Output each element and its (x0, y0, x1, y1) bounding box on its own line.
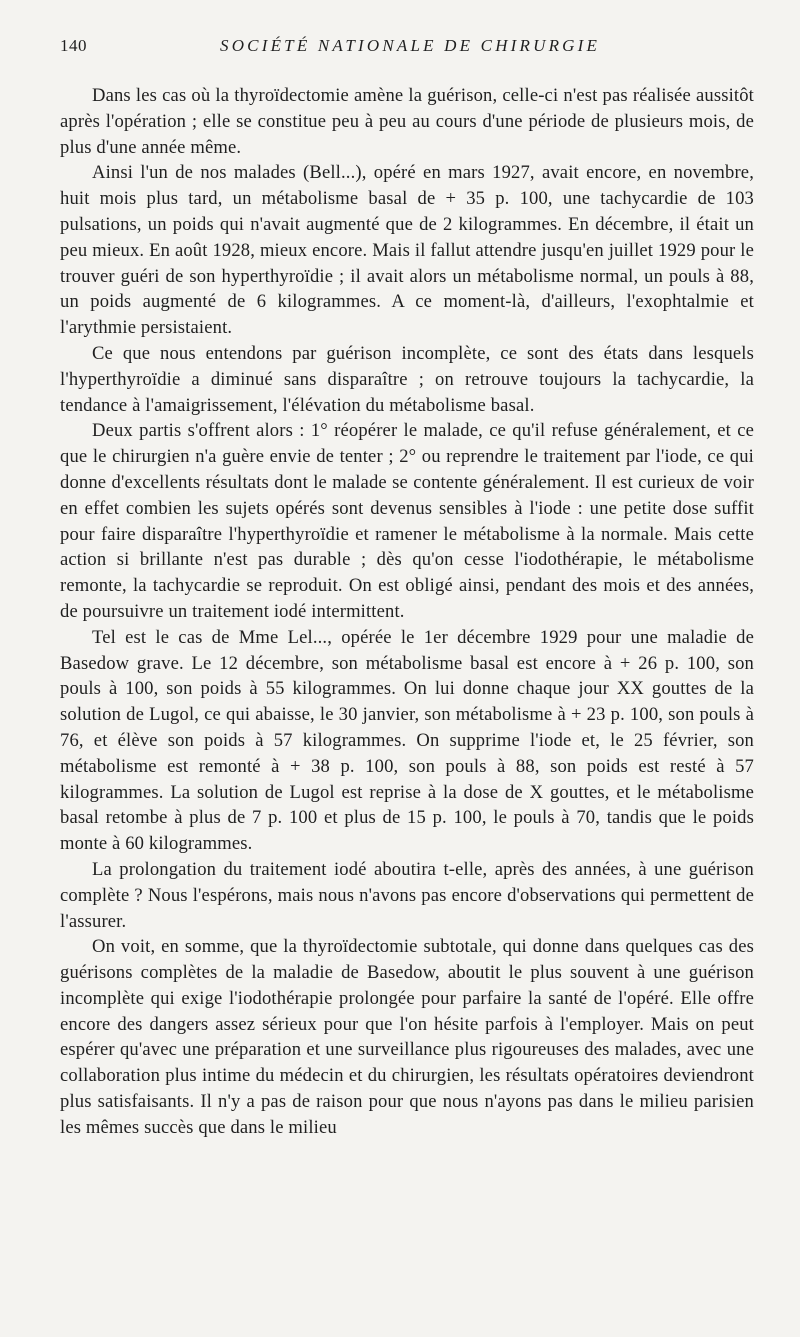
paragraph: Ce que nous entendons par guérison incomplète, ce sont des états dans lesquels l'hyperthyroïdie a diminué sans disparaître ; on retrouve toujours la tachycardie, la tendance à l'amaigrissement, l'élévation du métabolisme basal. (60, 342, 754, 416)
paragraph: Ainsi l'un de nos malades (Bell...), opéré en mars 1927, avait encore, en novembre, huit mois plus tard, un métabolisme basal de + 35 p. 100, une tachycardie de 103 pulsations, un poids qui n'avait augmenté que de 2 kilogrammes. En décembre, il était un peu mieux. En août 1928, mieux encore. Mais il fallut attendre jusqu'en juillet 1929 pour le trouver guéri de son hyperthyroïdie ; il avait alors un métabolisme normal, un pouls à 88, un poids augmenté de 6 kilogrammes. A ce moment-là, d'ailleurs, l'exophtalmie et l'arythmie persistaient. (60, 162, 754, 339)
paragraph: On voit, en somme, que la thyroïdectomie subtotale, qui donne dans quelques cas des guérisons complètes de la maladie de Basedow, aboutit le plus souvent à une guérison incomplète qui exige l'iodothérapie prolongée pour parfaire la santé de l'opéré. Elle offre encore des dangers assez sérieux pour que l'on hésite parfois à l'employer. Mais on peut espérer qu'avec une préparation et une surveillance plus rigoureuses des malades, avec une collaboration plus intime du médecin et du chirurgien, les résultats opératoires deviendront plus satisfaisants. Il n'y a pas de raison pour que nous n'ayons pas dans le milieu parisien les mêmes succès que dans le milieu (60, 936, 754, 1138)
paragraph: Tel est le cas de Mme Lel..., opérée le 1er décembre 1929 pour une maladie de Basedow grave. Le 12 décembre, son métabolisme basal est encore à + 26 p. 100, son pouls à 100, son poids à 55 kilogrammes. On lui donne chaque jour XX gouttes de la solution de Lugol, ce qui abaisse, le 30 janvier, son métabolisme à + 23 p. 100, son pouls à 76, et élève son poids à 57 kilogrammes. On supprime l'iode et, le 25 février, son métabolisme est remonté à + 38 p. 100, son pouls à 88, son poids est resté à 57 kilogrammes. La solution de Lugol est reprise à la dose de X gouttes, et le métabolisme basal retombe à plus de 7 p. 100 et plus de 15 p. 100, le pouls à 70, tandis que le poids monte à 60 kilogrammes. (60, 626, 754, 855)
paragraph: Dans les cas où la thyroïdectomie amène la guérison, celle-ci n'est pas réalisée aussitôt après l'opération ; elle se constitue peu à peu au cours d'une période de plusieurs mois, de plus d'une année même. (60, 85, 754, 158)
page-header (60, 36, 760, 64)
paragraph: La prolongation du traitement iodé aboutira t-elle, après des années, à une guérison complète ? Nous l'espérons, mais nous n'avons pas encore d'observations qui permettent de l'assurer. (60, 858, 754, 932)
running-title: SOCIÉTÉ NATIONALE DE CHIRURGIE (220, 36, 601, 55)
body-text (60, 83, 754, 1141)
page-number: 140 (60, 36, 87, 55)
paragraph: Deux partis s'offrent alors : 1° réopérer le malade, ce qu'il refuse généralement, et ce que le chirurgien n'a guère envie de tenter ; 2° ou reprendre le traitement par l'iode, ce qui donne d'excellents résultats dont le malade se contente généralement. Il est curieux de voir en effet combien les sujets opérés sont devenus sensibles à l'iode : une petite dose suffit pour faire disparaître l'hyperthyroïdie et ramener le métabolisme à la normale. Mais cette action si brillante n'est pas durable ; dès qu'on cesse l'iodothérapie, le métabolisme remonte, la tachycardie se reproduit. On est obligé ainsi, pendant des mois et des années, de poursuivre un traitement iodé intermittent. (60, 420, 754, 622)
